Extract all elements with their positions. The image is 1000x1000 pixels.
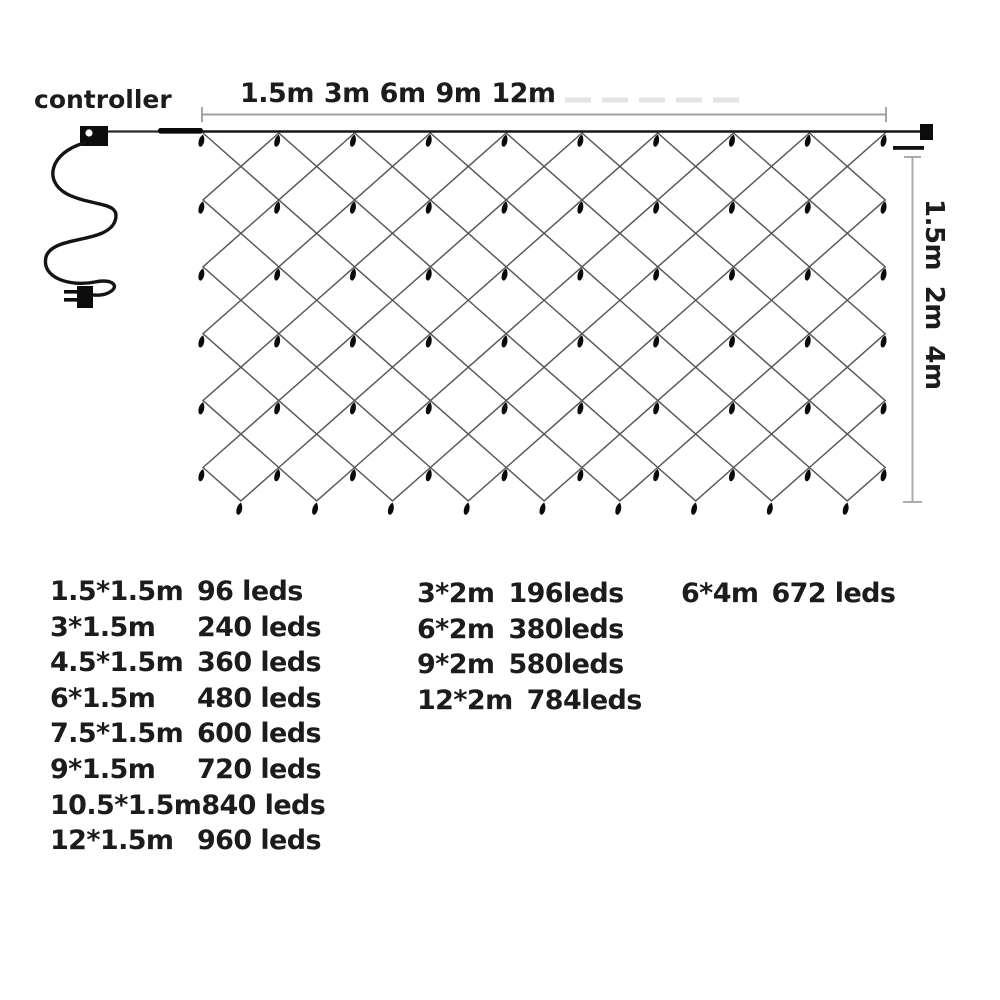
controller-label: controller bbox=[34, 85, 172, 114]
spec-row bbox=[681, 576, 895, 612]
spec-led-count: 360 leds bbox=[197, 647, 321, 679]
led-bulb bbox=[198, 134, 206, 147]
spec-column-3 bbox=[681, 576, 895, 612]
power-plug-icon bbox=[64, 286, 93, 308]
spec-led-count: 720 leds bbox=[197, 753, 321, 785]
net-mesh bbox=[203, 133, 885, 501]
spec-led-count: 600 leds bbox=[197, 718, 321, 750]
spec-size: 12*1.5m bbox=[50, 825, 174, 857]
spec-size: 10.5*1.5m bbox=[50, 789, 202, 821]
led-bulb bbox=[387, 502, 395, 515]
spec-row bbox=[417, 683, 642, 719]
start-connector bbox=[158, 128, 203, 134]
spec-size: 9*2m bbox=[417, 649, 495, 681]
spec-led-count: 96 leds bbox=[197, 576, 303, 607]
spec-size: 4.5*1.5m bbox=[50, 647, 184, 679]
led-bulb bbox=[614, 502, 622, 515]
spec-row bbox=[50, 681, 325, 717]
spec-size: 3*1.5m bbox=[50, 611, 156, 643]
spec-led-count: 580leds bbox=[508, 649, 624, 681]
led-bulb bbox=[690, 502, 698, 515]
spec-led-count: 672 leds bbox=[771, 578, 896, 609]
led-bulb bbox=[198, 268, 206, 281]
spec-size: 6*4m bbox=[681, 578, 759, 609]
spec-size: 6*2m bbox=[417, 613, 495, 645]
led-bulb bbox=[842, 502, 850, 515]
spec-led-count: 840 leds bbox=[201, 789, 326, 821]
led-bulb bbox=[235, 502, 243, 515]
controller-indicator-dot bbox=[85, 129, 92, 136]
end-connector-square bbox=[920, 124, 933, 140]
spec-size: 6*1.5m bbox=[50, 682, 156, 714]
spec-led-count: 380leds bbox=[508, 613, 624, 645]
led-bulb bbox=[198, 335, 206, 348]
net-bulbs bbox=[198, 134, 888, 515]
led-bulb bbox=[539, 502, 547, 515]
power-cable bbox=[45, 143, 116, 295]
spec-led-count: 240 leds bbox=[197, 611, 321, 643]
spec-led-count: 960 leds bbox=[197, 825, 321, 857]
spec-row bbox=[50, 823, 325, 859]
spec-column-2 bbox=[417, 576, 642, 718]
spec-row bbox=[50, 716, 325, 752]
spec-led-count: 784leds bbox=[526, 684, 642, 716]
spec-size: 7.5*1.5m bbox=[50, 718, 184, 750]
spec-row bbox=[50, 752, 325, 788]
led-bulb bbox=[198, 201, 206, 214]
spec-row bbox=[417, 576, 642, 612]
spec-row bbox=[417, 612, 642, 648]
led-bulb bbox=[463, 502, 471, 515]
spec-led-count: 480 leds bbox=[197, 682, 321, 714]
led-bulb bbox=[198, 468, 206, 481]
spec-size: 9*1.5m bbox=[50, 753, 156, 785]
led-bulb bbox=[311, 502, 319, 515]
spec-row bbox=[417, 647, 642, 683]
height-dimension-label: 1.5m 2m 4m bbox=[919, 199, 949, 390]
spec-size: 12*2m bbox=[417, 684, 513, 716]
spec-size: 1.5*1.5m bbox=[50, 576, 184, 607]
spec-row bbox=[50, 788, 325, 824]
led-bulb bbox=[198, 401, 206, 414]
spec-column-1 bbox=[50, 574, 325, 859]
spec-led-count: 196leds bbox=[508, 578, 624, 609]
end-connector-dash bbox=[893, 146, 924, 150]
spec-row bbox=[50, 574, 325, 610]
width-dimension-label: 1.5m 3m 6m 9m 12m bbox=[240, 78, 556, 109]
spec-row bbox=[50, 645, 325, 681]
spec-row bbox=[50, 610, 325, 646]
spec-size: 3*2m bbox=[417, 578, 495, 609]
width-measure-line bbox=[202, 107, 886, 122]
led-bulb bbox=[766, 502, 774, 515]
